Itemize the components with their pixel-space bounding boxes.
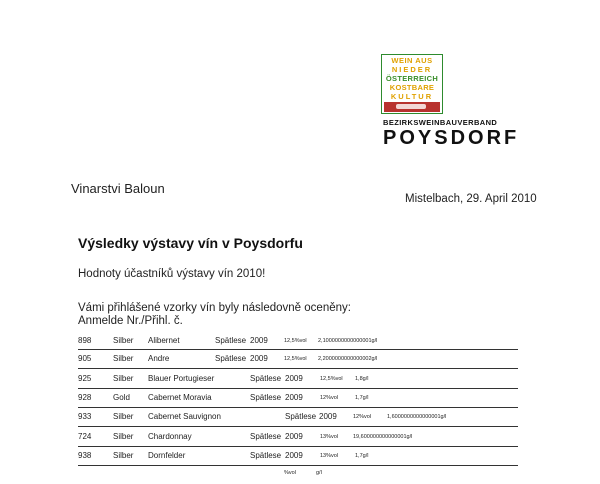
row-quality: Spätlese bbox=[250, 393, 282, 402]
row-alcohol: 13%vol bbox=[320, 434, 339, 440]
row-nr: 925 bbox=[78, 374, 92, 383]
row-alcohol: 12,5%vol bbox=[284, 338, 307, 344]
logo-line-4: KOSTBARE bbox=[389, 83, 435, 92]
row-nr: 928 bbox=[78, 393, 92, 402]
row-divider bbox=[78, 368, 518, 369]
logo-line-5: KULTUR bbox=[390, 92, 434, 101]
document-subtitle: Hodnoty účastníků výstavy vín 2010! bbox=[78, 268, 266, 280]
row-year: 2009 bbox=[319, 412, 337, 421]
row-wine: Andre bbox=[148, 354, 170, 363]
intro-line-2: Anmelde Nr./Přihl. č. bbox=[78, 315, 183, 327]
row-acid: 1,6000000000000001g/l bbox=[387, 414, 447, 420]
row-acid: 1,7g/l bbox=[355, 395, 369, 401]
row-divider bbox=[78, 446, 518, 447]
row-alcohol: 12,5%vol bbox=[320, 376, 343, 382]
row-year: 2009 bbox=[285, 374, 303, 383]
row-alcohol: 13%vol bbox=[320, 453, 339, 459]
association-name: POYSDORF bbox=[383, 127, 520, 149]
row-wine: Alibernet bbox=[148, 336, 180, 345]
row-acid: 2,2000000000000002g/l bbox=[318, 356, 378, 362]
row-divider bbox=[78, 426, 518, 427]
row-quality: Spätlese bbox=[250, 432, 282, 441]
row-wine: Cabernet Moravia bbox=[148, 393, 212, 402]
logo-line-2: NIEDER bbox=[391, 65, 433, 74]
row-divider bbox=[78, 407, 518, 408]
row-year: 2009 bbox=[250, 336, 268, 345]
logo-wein-aus-niederoesterreich bbox=[381, 54, 443, 114]
row-wine: Cabernet Sauvignon bbox=[148, 412, 221, 421]
recipient-name: Vinarstvi Baloun bbox=[71, 181, 165, 196]
logo-line-3: ÖSTERREICH bbox=[385, 74, 439, 83]
row-nr: 724 bbox=[78, 432, 92, 441]
row-divider bbox=[78, 349, 518, 350]
trailing-alcohol-unit: %vol bbox=[284, 470, 296, 476]
row-award: Silber bbox=[113, 336, 134, 345]
row-nr: 905 bbox=[78, 354, 92, 363]
row-quality: Spätlese bbox=[215, 336, 247, 345]
trailing-acid-unit: g/l bbox=[316, 470, 322, 476]
row-quality: Spätlese bbox=[285, 412, 317, 421]
row-award: Silber bbox=[113, 354, 134, 363]
row-acid: 2,1000000000000001g/l bbox=[318, 338, 378, 344]
row-year: 2009 bbox=[250, 354, 268, 363]
row-award: Silber bbox=[113, 451, 134, 460]
row-acid: 1,7g/l bbox=[355, 453, 369, 459]
place-date: Mistelbach, 29. April 2010 bbox=[405, 193, 537, 205]
row-alcohol: 12%vol bbox=[353, 414, 372, 420]
row-year: 2009 bbox=[285, 451, 303, 460]
row-divider bbox=[78, 388, 518, 389]
row-quality: Spätlese bbox=[250, 451, 282, 460]
row-alcohol: 12,5%vol bbox=[284, 356, 307, 362]
row-wine: Blauer Portugieser bbox=[148, 374, 215, 383]
bottle-icon bbox=[396, 104, 426, 109]
intro-line-1: Vámi přihlášené vzorky vín byly následovně oceněny: bbox=[78, 302, 351, 314]
document-title: Výsledky výstavy vín v Poysdorfu bbox=[78, 235, 303, 251]
association-subtitle: BEZIRKSWEINBAUVERBAND bbox=[383, 118, 498, 127]
row-wine: Chardonnay bbox=[148, 432, 192, 441]
row-acid: 1,8g/l bbox=[355, 376, 369, 382]
row-acid: 19,600000000000001g/l bbox=[353, 434, 413, 440]
row-award: Silber bbox=[113, 374, 134, 383]
row-quality: Spätlese bbox=[250, 374, 282, 383]
logo-line-1: WEIN AUS bbox=[391, 56, 433, 65]
row-alcohol: 12%vol bbox=[320, 395, 339, 401]
row-divider bbox=[78, 465, 518, 466]
row-award: Silber bbox=[113, 412, 134, 421]
row-nr: 933 bbox=[78, 412, 92, 421]
row-award: Gold bbox=[113, 393, 130, 402]
row-quality: Spätlese bbox=[215, 354, 247, 363]
row-nr: 898 bbox=[78, 336, 92, 345]
row-nr: 938 bbox=[78, 451, 92, 460]
row-award: Silber bbox=[113, 432, 134, 441]
row-year: 2009 bbox=[285, 393, 303, 402]
row-year: 2009 bbox=[285, 432, 303, 441]
row-wine: Dornfelder bbox=[148, 451, 186, 460]
